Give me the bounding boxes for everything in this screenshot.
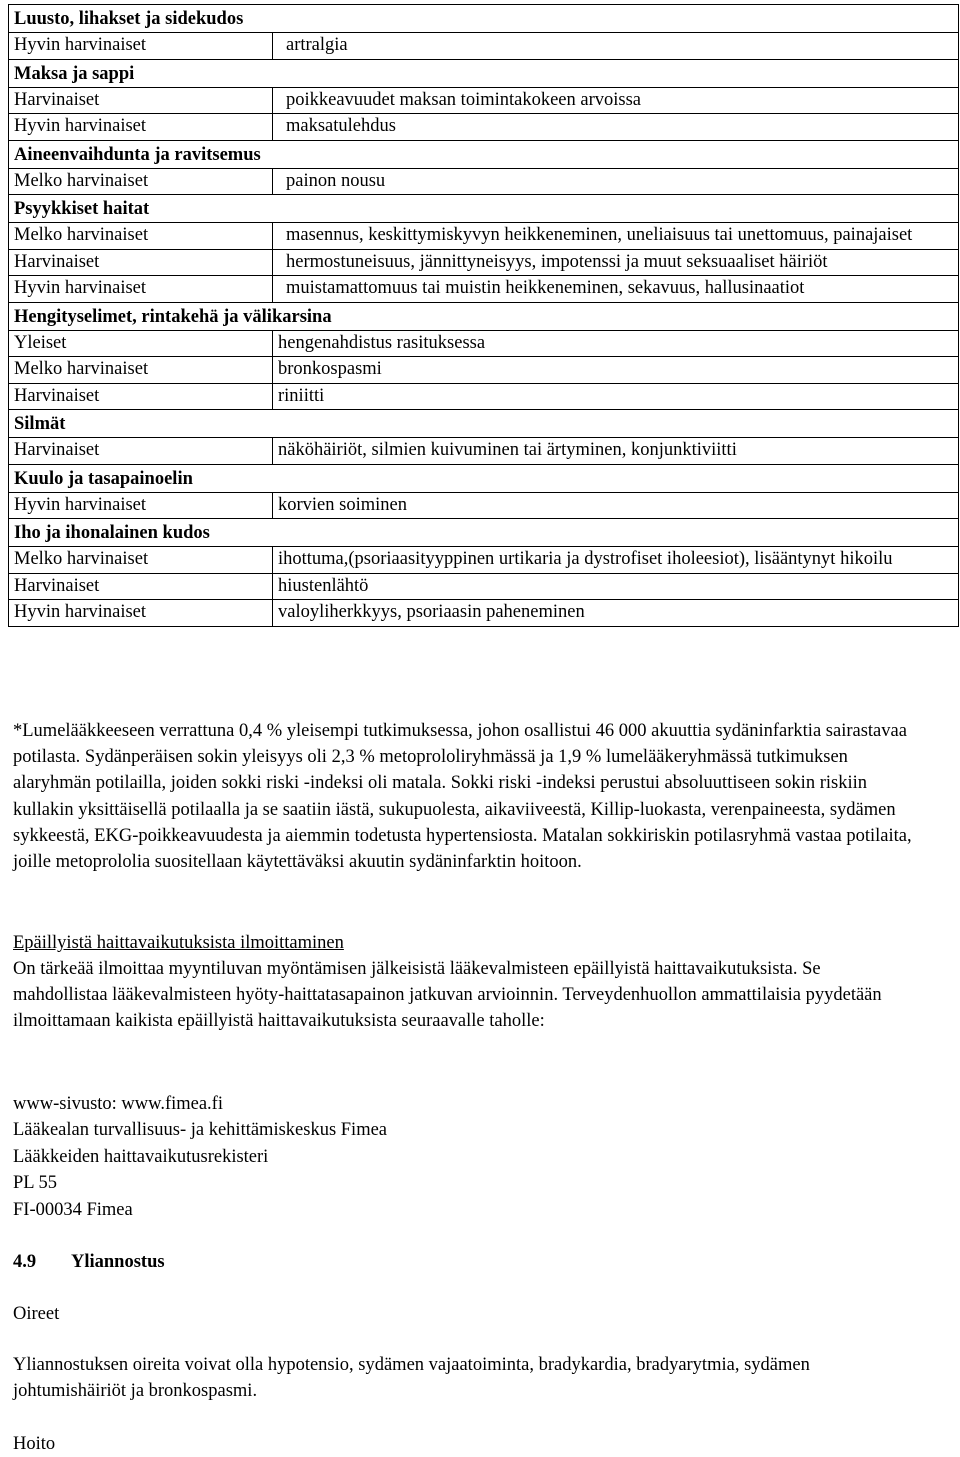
effect-cell: hermostuneisuus, jännittyneisyys, impotenssi ja muut seksuaaliset häiriöt <box>273 249 959 276</box>
table-section-heading-row <box>9 519 959 547</box>
section-heading: Luusto, lihakset ja sidekudos <box>9 5 959 33</box>
table-row <box>9 492 959 519</box>
effect-cell: maksatulehdus <box>273 114 959 141</box>
frequency-cell: Hyvin harvinaiset <box>9 492 273 519</box>
table-section-heading-row <box>9 59 959 87</box>
table-row <box>9 168 959 195</box>
frequency-cell: Hyvin harvinaiset <box>9 600 273 627</box>
table-row <box>9 438 959 465</box>
footnote-paragraph: *Lumelääkkeeseen verrattuna 0,4 % yleisempi tutkimuksessa, johon osallistui 46 000 akuuttia sydäninfarktia sairastavaa potilasta. Sydänperäisen sokin yleisyys oli 2,3 % metoprololiryhmässä ja 1,9 % lumelääkeryhmässä tutkimuksen alaryhmän potilailla, joiden sokki riski -indeksi oli matala. Sokki riski -indeksi perustui absoluuttiseen sokin riskiin kullakin yksittäisellä potilaalla ja se saatiin iästä, sukupuolesta, aikaviiveestä, Killip-luokasta, verenpaineesta, sydämen sykkeestä, EKG-poikkeavuudesta ja aiemmin todetusta hypertensiosta. Matalan sokkiriskin potilasryhmä vastaa potilaita, joille metoprololia suositellaan käytettäväksi akuutin sydäninfarktin hoitoon. <box>13 721 912 873</box>
table-row <box>9 223 959 250</box>
effect-cell: riniitti <box>273 383 959 410</box>
frequency-cell: Hyvin harvinaiset <box>9 33 273 60</box>
effect-cell: bronkospasmi <box>273 357 959 384</box>
reporting-body: On tärkeää ilmoittaa myyntiluvan myöntämisen jälkeisistä lääkevalmisteen epäillyistä haittavaikutuksista. Se mahdollistaa lääkevalmisteen hyöty-haittatasapainon jatkuvan arvioinnin. Terveydenhuollon ammattilaisia pyydetään ilmoittamaan kaikista epäillyistä haittavaikutuksista seuraavalle taholle: <box>13 959 882 1032</box>
table-section-heading-row <box>9 302 959 330</box>
reporting-address-line: Lääkealan turvallisuus- ja kehittämiskeskus Fimea <box>13 1120 388 1140</box>
table-row <box>9 383 959 410</box>
frequency-cell: Yleiset <box>9 330 273 357</box>
table-row <box>9 87 959 114</box>
table-row <box>9 276 959 303</box>
section-heading: Maksa ja sappi <box>9 59 959 87</box>
section-heading: Hengityselimet, rintakehä ja välikarsina <box>9 302 959 330</box>
frequency-cell: Hyvin harvinaiset <box>9 276 273 303</box>
table-section-heading-row <box>9 464 959 492</box>
reporting-address-line: PL 55 <box>13 1173 58 1193</box>
effect-cell: painon nousu <box>273 168 959 195</box>
table-row <box>9 600 959 627</box>
frequency-cell: Harvinaiset <box>9 383 273 410</box>
table-section-heading-row <box>9 195 959 223</box>
frequency-cell: Harvinaiset <box>9 438 273 465</box>
frequency-cell: Melko harvinaiset <box>9 357 273 384</box>
frequency-cell: Melko harvinaiset <box>9 168 273 195</box>
section-heading: Silmät <box>9 410 959 438</box>
effect-cell: artralgia <box>273 33 959 60</box>
table-row <box>9 114 959 141</box>
frequency-cell: Harvinaiset <box>9 249 273 276</box>
effect-cell: valoyliherkkyys, psoriaasin paheneminen <box>273 600 959 627</box>
reporting-title: Epäillyistä haittavaikutuksista ilmoittaminen <box>13 933 344 953</box>
reporting-address-line: FI-00034 Fimea <box>13 1200 133 1220</box>
section-heading: Aineenvaihdunta ja ravitsemus <box>9 140 959 168</box>
section-heading: Iho ja ihonalainen kudos <box>9 519 959 547</box>
overdose-section-heading <box>13 1249 933 1275</box>
table-row <box>9 33 959 60</box>
section-number: 4.9 <box>13 1252 37 1272</box>
adverse-effects-table <box>8 4 959 627</box>
table-section-heading-row <box>9 410 959 438</box>
table-section-heading-row <box>9 5 959 33</box>
effect-cell: hengenahdistus rasituksessa <box>273 330 959 357</box>
section-title: Yliannostus <box>71 1252 165 1272</box>
reporting-address-line: www-sivusto: www.fimea.fi <box>13 1094 223 1114</box>
symptoms-body: Yliannostuksen oireita voivat olla hypotensio, sydämen vajaatoiminta, bradykardia, bradyarytmia, sydämen johtumishäiriöt ja bronkospasmi. <box>13 1355 810 1402</box>
treatment-heading: Hoito <box>13 1434 56 1454</box>
table-row <box>9 249 959 276</box>
effect-cell: näköhäiriöt, silmien kuivuminen tai ärtyminen, konjunktiviitti <box>273 438 959 465</box>
frequency-cell: Melko harvinaiset <box>9 547 273 574</box>
effect-cell: ihottuma,(psoriaasityyppinen urtikaria ja dystrofiset iholeesiot), lisääntynyt hikoilu <box>273 547 959 574</box>
table-row <box>9 573 959 600</box>
table-row <box>9 330 959 357</box>
frequency-cell: Hyvin harvinaiset <box>9 114 273 141</box>
frequency-cell: Harvinaiset <box>9 573 273 600</box>
frequency-cell: Harvinaiset <box>9 87 273 114</box>
effect-cell: poikkeavuudet maksan toimintakokeen arvoissa <box>273 87 959 114</box>
effect-cell: masennus, keskittymiskyvyn heikkeneminen, uneliaisuus tai unettomuus, painajaiset <box>273 223 959 250</box>
symptoms-heading: Oireet <box>13 1304 60 1324</box>
effect-cell: hiustenlähtö <box>273 573 959 600</box>
section-heading: Kuulo ja tasapainoelin <box>9 464 959 492</box>
frequency-cell: Melko harvinaiset <box>9 223 273 250</box>
table-row <box>9 357 959 384</box>
section-heading: Psyykkiset haitat <box>9 195 959 223</box>
reporting-address-line: Lääkkeiden haittavaikutusrekisteri <box>13 1147 269 1167</box>
table-section-heading-row <box>9 140 959 168</box>
table-row <box>9 547 959 574</box>
effect-cell: korvien soiminen <box>273 492 959 519</box>
effect-cell: muistamattomuus tai muistin heikkeneminen, sekavuus, hallusinaatiot <box>273 276 959 303</box>
